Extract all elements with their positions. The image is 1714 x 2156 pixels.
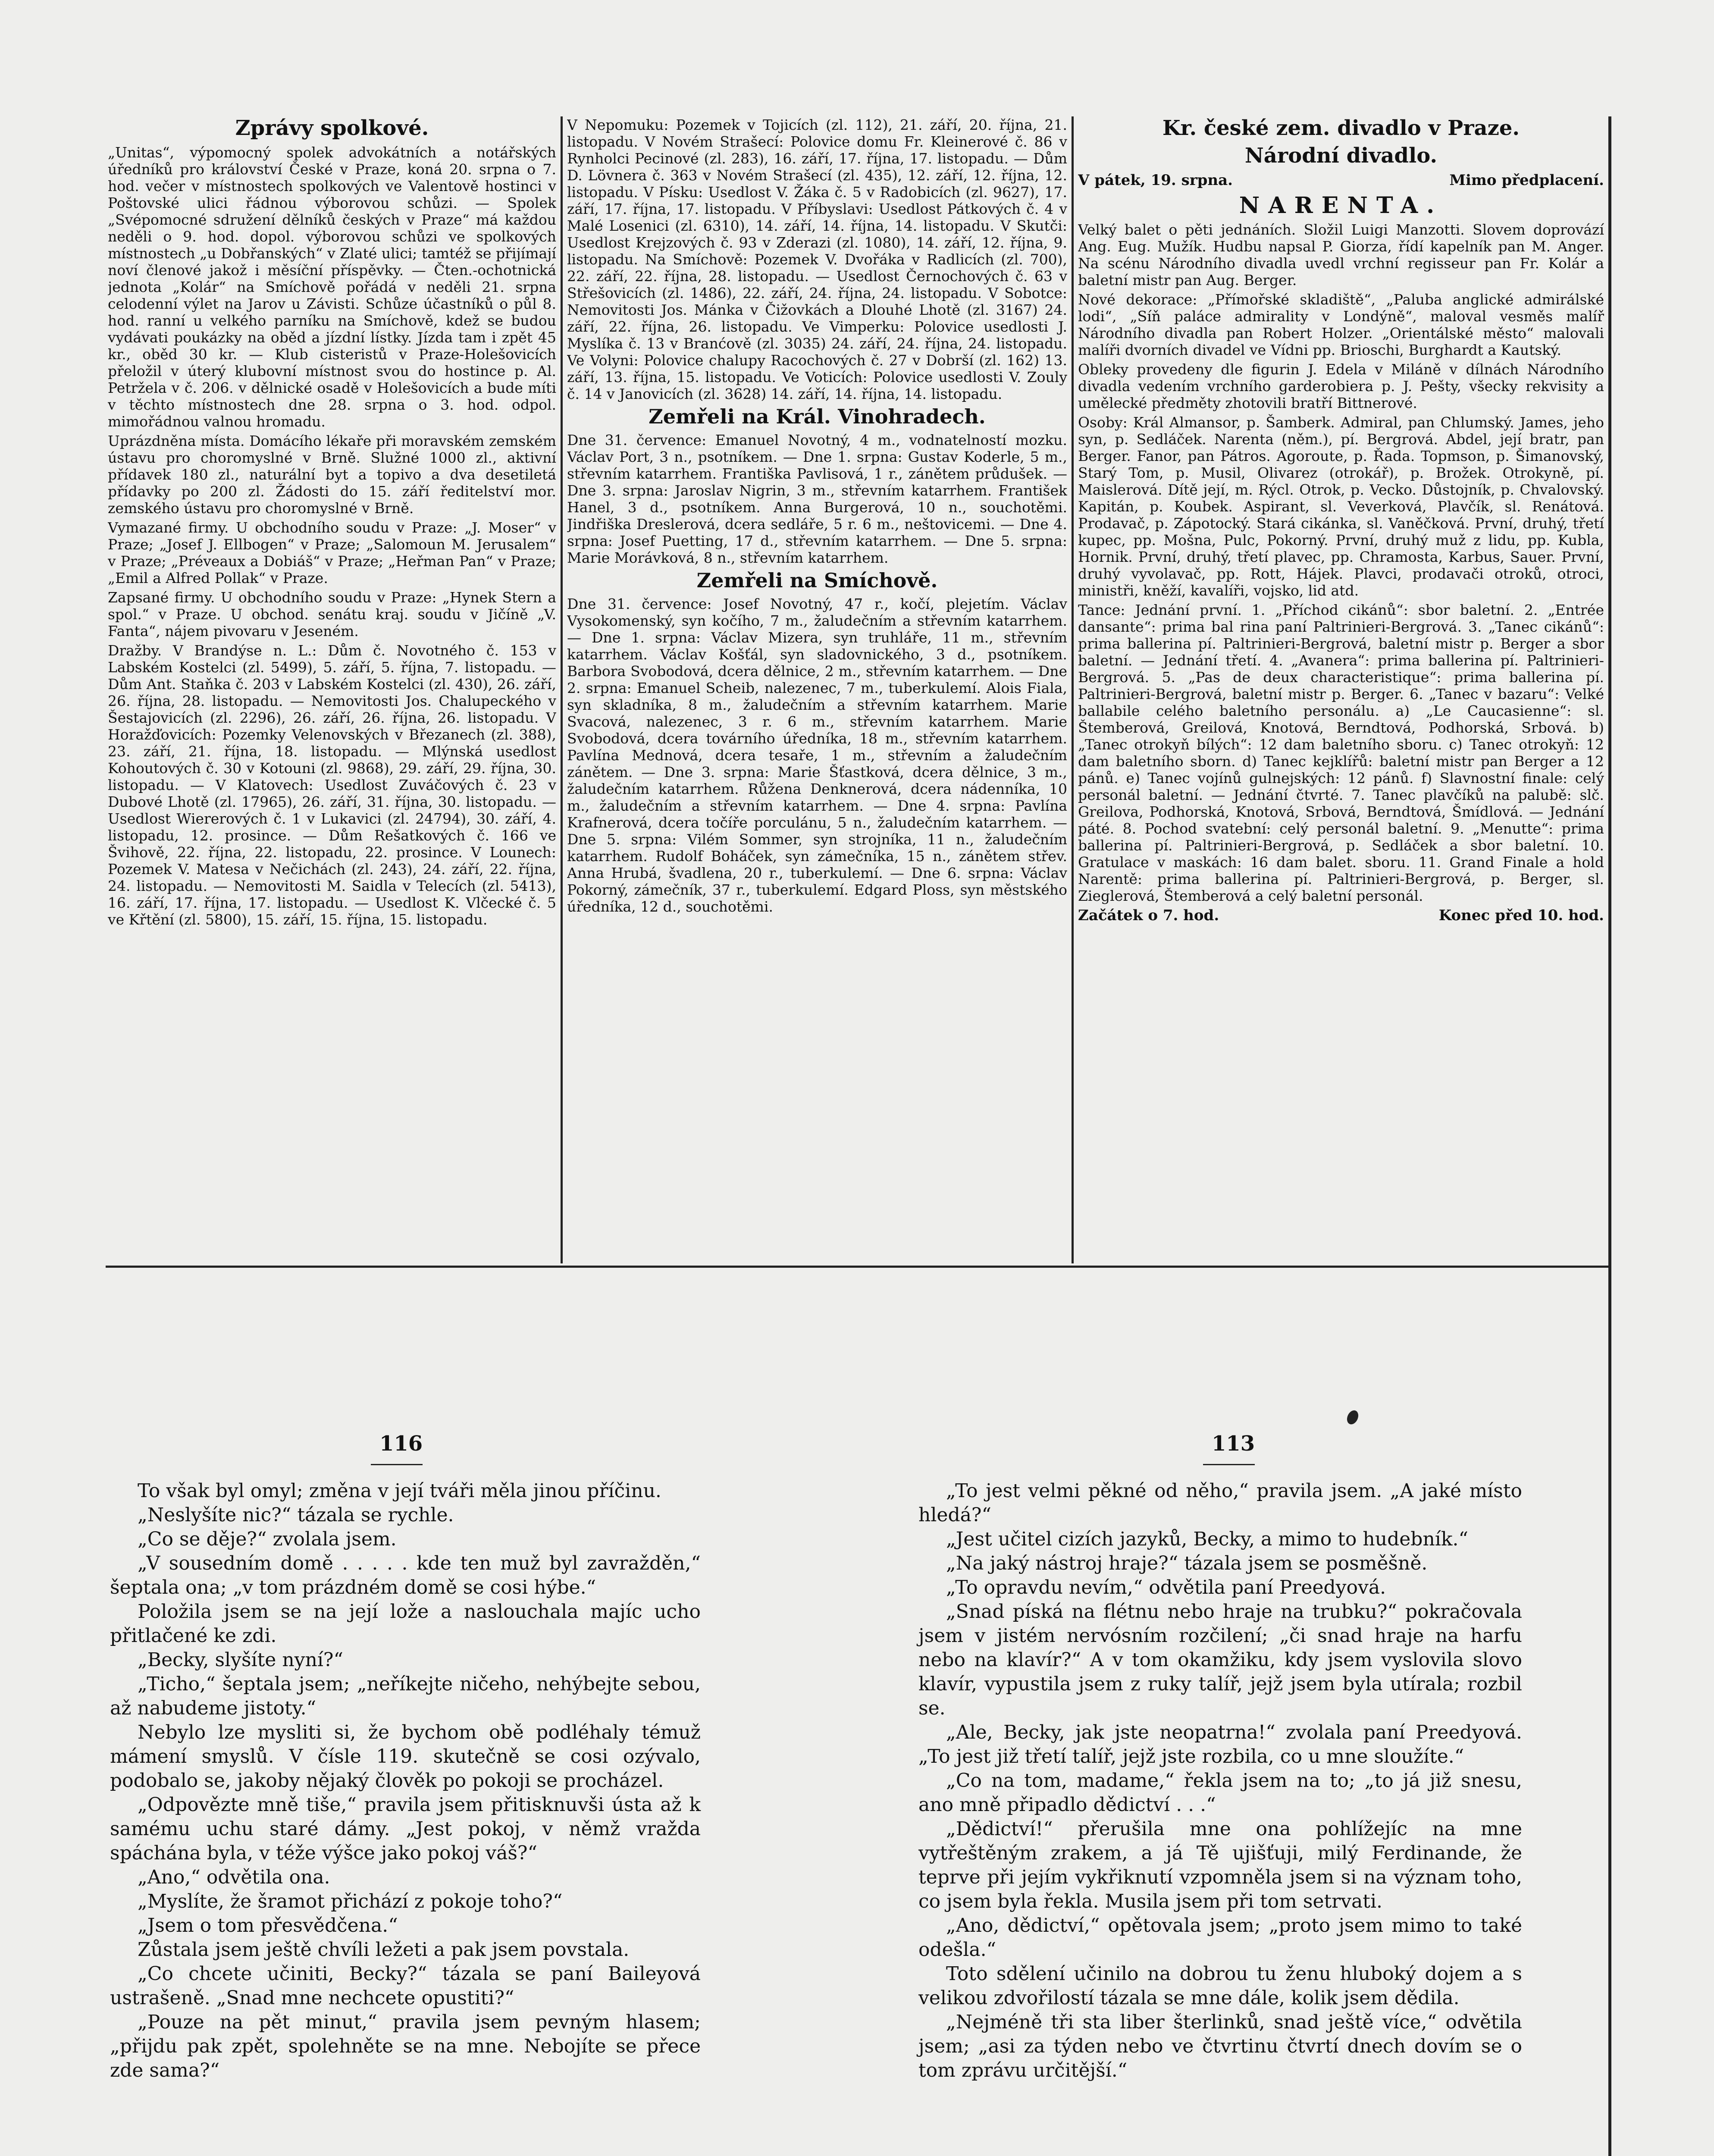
story-paragraph: „Jest učitel cizích jazyků, Becky, a mimo to hudebník.“ (946, 1528, 1469, 1550)
performance-date-row (1078, 172, 1604, 189)
story-paragraph: Položila jsem se na její lože a naslouchala majíc ucho přitlačené ke zdi. (110, 1601, 701, 1647)
article-paragraph: Uprázdněna místa. Domácího lékaře při moravském zemském ústavu pro choromyslné v Brně. Služné 1000 zl., aktivní přídavek 180 zl., naturální byt a topivo a dva desetiletá přídavky po 200 zl. Žádosti do 15. září ředitelství mor. zemského ústavu pro choromyslné v Brně. (108, 432, 556, 517)
story-paragraph: „Jsem o tom přesvědčena.“ (138, 1915, 398, 1937)
column-theatre (1078, 116, 1604, 928)
left-page-number: 116 (379, 1432, 423, 1456)
article-paragraph: Zapsané firmy. U obchodního soudu v Praze: „Hynek Stern a spol.“ v Praze. U obchod. senátu kraj. soudu v Jičíně „V. Fanta“, nájem pivovaru v Jeseném. (108, 589, 556, 639)
article-paragraph: Velký balet o pěti jednáních. Složil Luigi Manzotti. Slovem doprovází Ang. Eug. Mužík. Hudbu napsal P. Giorza, řídí kapelník pan M. Anger. Na scénu Národního divadla uvedl vrchní regisseur pan Fr. Kolár a baletní mistr pan Aug. Berger. (1078, 221, 1604, 288)
section-title: Zprávy spolkové. (235, 116, 429, 140)
ink-blot (1345, 1409, 1360, 1426)
left-story-page (110, 1479, 701, 2083)
column-rule (1072, 116, 1074, 1263)
end-time: Konec před 10. hod. (1438, 907, 1604, 924)
story-paragraph: „Co na tom, madame,“ řekla jsem na to; „to já již snesu, ano mně připadlo dědictví . . .“ (918, 1770, 1522, 1816)
article-paragraph: Nové dekorace: „Přímořské skladiště“, „Paluba anglické admirálské lodi“, „Síň paláce admirality v Londýně“, maloval vesměs malíř Národního divadla pan Robert Holzer. „Orientálské město“ malovali malíři dvorních divadel ve Vídni pp. Brioschi, Burghardt a Kautský. (1078, 291, 1604, 358)
article-paragraph: Obleky provedeny dle figurin J. Edela v Miláně v dílnách Národního divadla vedením vrchního garderobiera p. J. Pešty, všecky rekvisity a umělecké předměty zhotovili bratří Bittnerové. (1078, 361, 1604, 411)
page-edge-rule (1608, 116, 1611, 2156)
subscription-note: Mimo předplacení. (1449, 172, 1604, 189)
story-paragraph: To však byl omyl; změna v její tváři měla jinou příčinu. (138, 1480, 661, 1502)
story-paragraph: „Ano, dědictví,“ opětovala jsem; „proto jsem mimo to také odešla.“ (918, 1915, 1522, 1961)
story-paragraph: „Ano,“ odvětila ona. (138, 1866, 330, 1888)
section-title: Zemřeli na Král. Vinohradech. (649, 405, 986, 428)
story-paragraph: „Ticho,“ šeptala jsem; „neříkejte ničeho, nehýbejte sebou, až nabudeme jistoty.“ (110, 1673, 701, 1719)
story-paragraph: „Snad píská na flétnu nebo hraje na trubku?“ pokračovala jsem v jistém nervósním rozčilení; „či snad hraje na harfu nebo na klavír?“ A v tom okamžiku, kdy jsem vyslovila slovo klavír, vypustila jsem z ruky talíř, jejž jsem byla utírala; rozbil se. (918, 1601, 1522, 1719)
article-paragraph: Osoby: Král Almansor, p. Šamberk. Admiral, pan Chlumský. James, jeho syn, p. Sedláček. Narenta (něm.), pí. Bergrová. Abdel, její bratr, pan Berger. Fanor, pan Pátros. Agoroute, p. Řada. Topmson, p. Šimanovský, Starý Tom, p. Musil, Olivarez (otrokář), p. Brožek. Otrokyně, pí. Maislerová. Dítě její, m. Rýcl. Otrok, p. Vecko. Důstojník, p. Chvalovský. Kapitán, p. Koubek. Aspirant, sl. Veverková, Plavčík, sl. Renátová. Prodavač, p. Zápotocký. Stará cikánka, sl. Vaněčková. První, druhý, třetí kupec, pp. Mošna, Pulc, Pokorný. První, druhý muž z lidu, pp. Kubla, Hornik. První, druhý, třetí plavec, pp. Chramosta, Karbus, Sauer. První, druhý vyvolavač, pp. Rott, Hájek. Plavci, prodavači otroků, otroci, ministři, kněží, kavalíři, vojsko, lid atd. (1078, 414, 1604, 599)
theatre-subtitle: Národní divadlo. (1244, 144, 1438, 168)
story-paragraph: „To opravdu nevím,“ odvětila paní Preedyová. (946, 1576, 1386, 1598)
theatre-title: Kr. české zem. divadlo v Praze. (1162, 116, 1520, 140)
folio-rule (371, 1464, 423, 1465)
right-story-page (918, 1479, 1522, 2083)
article-paragraph: V Nepomuku: Pozemek v Tojicích (zl. 112), 21. září, 20. října, 21. listopadu. V Novém Strašecí: Polovice domu Fr. Kleinerové č. 86 v Rynholci Pecinové (zl. 283), 16. září, 17. října, 17. listopadu. — Dům D. Lövnera č. 363 v Novém Strašecí (zl. 435), 12. září, 12. října, 12. listopadu. V Písku: Usedlost V. Žáka č. 5 v Radobicích (zl. 9627), 17. září, 17. října, 17. listopadu. V Příbyslavi: Usedlost Pátkových č. 4 v Malé Losenici (zl. 6310), 14. září, 14. října, 14. listopadu. V Skutči: Usedlost Krejzových č. 93 v Zderazi (zl. 1080), 14. září, 12. října, 9. listopadu. Na Smíchově: Pozemek V. Dvořáka v Radlicích (zl. 700), 22. září, 22. října, 28. listopadu. — Usedlost Černochových č. 63 v Střešovicích (zl. 1486), 22. září, 24. října, 24. listopadu. V Sobotce: Nemovitosti Jos. Mánka v Čižovkách a Dlouhé Lhotě (zl. 3167) 24. září, 22. října, 26. listopadu. Ve Vimperku: Polovice usedlosti J. Myslíka č. 13 v Branćově (zl. 3035) 24. září, 24. října, 24. listopadu. Ve Volyni: Polovice chalupy Racochových č. 27 v Dobrší (zl. 162) 13. září, 13. října, 15. listopadu. Ve Voticích: Polovice usedlosti V. Zouly č. 14 v Janovicích (zl. 3628) 14. září, 14. října, 14. listopadu. (567, 116, 1067, 402)
story-paragraph: Toto sdělení učinilo na dobrou tu ženu hluboký dojem a s velikou zdvořilostí tázala se mne dále, kolik jsem dědila. (918, 1963, 1522, 2009)
story-paragraph: „V sousedním domě . . . . . kde ten muž byl zavražděn,“ šeptala ona; „v tom prázdném domě se cosi hýbe.“ (110, 1552, 701, 1598)
article-paragraph: Vymazané firmy. U obchodního soudu v Praze: „J. Moser“ v Praze; „Josef J. Ellbogen“ v Praze; „Salomoun M. Jerusalem“ v Praze; „Préveaux a Dobiáš“ v Praze; „Heřman Pan“ v Praze; „Emil a Alfred Pollak“ v Praze. (108, 519, 556, 586)
story-paragraph: „Neslyšíte nic?“ tázala se rychle. (138, 1504, 454, 1526)
article-paragraph: Tance: Jednání první. 1. „Příchod cikánů“: sbor baletní. 2. „Entrée dansante“: prima bal rina paní Paltrinieri-Bergrová. 3. „Tanec cikánů“: prima ballerina pí. Paltrinieri-Bergrová, baletní mistr p. Berger a sbor baletní. — Jednání třetí. 4. „Avanera“: prima ballerina pí. Paltrinieri-Bergrová. 5. „Pas de deux characteristique“: prima ballerina pí. Paltrinieri-Bergrová, baletní mistr p. Berger. 6. „Tanec v bazaru“: Velké ballabile celého baletního personálu. a) „Le Caucasienne“: sl. Štemberová, Greilová, Knotová, Berndtová, Podhorská, Srbová. b) „Tanec otrokyň bílých“: 12 dam baletního sboru. c) Tanec otrokyň: 12 dam baletního sborn. d) Tanec kejklířů: baletní mistr pan Berger a 12 pánů. e) Tanec vojínů gulnejských: 12 pánů. f) Slavnostní finale: celý personál baletní. — Jednání čtvrté. 7. Tanec plavčíků na palubě: slč. Greilova, Podhorská, Knotová, Srbová, Berndtová, Šmídlová. — Jednání páté. 8. Pochod svatební: celý personál baletní. 9. „Menutte“: prima ballerina pí. Paltrinieri-Bergrová, p. Sedláček a sbor baletní. 10. Gratulace v maskách: 16 dam balet. sboru. 11. Grand Finale a hold Narentě: prima ballerina pí. Paltrinieri-Bergrová, p. Berger, sl. Zieglerová, Štemberová a celý baletní personál. (1078, 602, 1604, 904)
section-rule (106, 1266, 1608, 1268)
story-paragraph: „Pouze na pět minut,“ pravila jsem pevným hlasem; „přijdu pak zpět, spolehněte se na mne. Nebojíte se přece zde sama?“ (110, 2011, 701, 2081)
performance-date: V pátek, 19. srpna. (1078, 172, 1233, 189)
story-paragraph: „To jest velmi pěkné od něho,“ pravila jsem. „A jaké místo hledá?“ (918, 1480, 1522, 1526)
article-paragraph: Dražby. V Brandýse n. L.: Dům č. Novotného č. 153 v Labském Kostelci (zl. 5499), 5. září, 5. října, 7. listopadu. — Dům Ant. Staňka č. 203 v Labském Kostelci (zl. 430), 26. září, 26. října, 28. listopadu. — Nemovitosti Jos. Chalupeckého v Šestajovicích (zl. 2296), 26. září, 26. října, 26. listopadu. V Horažďovicích: Pozemky Velenovských v Březanech (zl. 388), 23. září, 21. října, 18. listopadu. — Mlýnská usedlost Kohoutových č. 30 v Kotouni (zl. 9868), 29. září, 29. října, 30. listopadu. — V Klatovech: Usedlost Zuváčových č. 23 v Dubové Lhotě (zl. 17965), 26. září, 31. října, 30. listopadu. — Usedlost Wiererových č. 1 v Lukavici (zl. 24794), 30. září, 4. listopadu, 12. prosince. — Dům Rešatkových č. 166 ve Švihově, 22. října, 22. listopadu, 22. prosince. V Lounech: Pozemek V. Matesa v Nečichách (zl. 243), 24. září, 22. října, 24. listopadu. — Nemovitosti M. Saidla v Telecích (zl. 5413), 16. září, 17. října, 17. listopadu. — Usedlost K. Vlčecké č. 5 ve Křtění (zl. 5800), 15. září, 15. října, 15. listopadu. (108, 642, 556, 928)
story-paragraph: „Myslíte, že šramot přichází z pokoje toho?“ (138, 1890, 563, 1912)
start-time: Začátek o 7. hod. (1078, 907, 1219, 924)
folio-rule (1203, 1464, 1255, 1465)
article-paragraph: Dne 31. července: Emanuel Novotný, 4 m., vodnatelností mozku. Václav Port, 3 n., psotníkem. — Dne 1. srpna: Gustav Koderle, 5 m., střevním katarrhem. Františka Pavlisová, 1 r., zánětem průdušek. — Dne 3. srpna: Jaroslav Nigrin, 3 m., střevním katarrhem. František Hanel, 3 d., psotníkem. Anna Burgerová, 10 n., souchotěmi. Jindřiška Dreslerová, dcera sedláře, 5 r. 6 m., neštovicemi. — Dne 4. srpna: Josef Puetting, 17 d., střevním katarrhem. — Dne 5. srpna: Marie Morávková, 8 n., střevním katarrhem. (567, 432, 1067, 566)
story-paragraph: „Becky, slyšíte nyní?“ (138, 1649, 344, 1671)
story-paragraph: „Co se děje?“ zvolala jsem. (138, 1528, 397, 1550)
article-paragraph: „Unitas“, výpomocný spolek advokátních a notářských úředníků pro království České v Praze, koná 20. srpna o 7. hod. večer v místnostech spolkových ve Valentově hostinci v Poštovské ulici řádnou výborovou schůzi. — Spolek „Svépomocné sdružení dělníků českých v Praze“ má každou neděli o 9. hod. dopol. výborovou schůzi ve spolkových místnostech „u Dobřanských“ v Zlaté ulici; tamtéž se přijímají noví členové jakož i měsíční příspěvky. — Čten.-ochotnická jednota „Kolár“ na Smíchově pořádá v neděli 21. srpna celodenní výlet na Jarov u Závisti. Schůze účastníků o půl 8. hod. ranní u velkého parníku na Smíchově, kdež se budou vydávati poukázky na oběd a jízdní lístky. Jízda tam i zpět 45 kr., oběd 30 kr. — Klub cisteristů v Praze-Holešovicích přeložil v úterý klubovní místnost svou do hostince p. Al. Petržela v č. 206. v dělnické osadě v Holešovicích a bude míti v těchto místnostech dne 28. srpna o 3. hod. odpol. mimořádnou valnou hromadu. (108, 144, 556, 430)
story-paragraph: „Ale, Becky, jak jste neopatrna!“ zvolala paní Preedyová. „To jest již třetí talíř, jejž jste rozbila, co u mne sloužíte.“ (918, 1721, 1522, 1767)
column-society-news (108, 116, 556, 931)
story-paragraph: „Na jaký nástroj hraje?“ tázala jsem se posměšně. (946, 1552, 1428, 1574)
story-paragraph: Nebylo lze mysliti si, že bychom obě podléhaly témuž mámení smyslů. V čísle 119. skutečně se cosi ozývalo, podobalo se, jakoby nějaký člověk po pokoji se procházel. (110, 1721, 701, 1792)
times-row (1078, 907, 1604, 924)
column-auctions-deaths (567, 116, 1067, 918)
column-rule (561, 116, 563, 1263)
story-paragraph: „Co chcete učiniti, Becky?“ tázala se paní Baileyová ustrašeně. „Snad mne nechcete opustiti?“ (110, 1963, 701, 2009)
play-title: NARENTA. (1239, 192, 1443, 219)
story-paragraph: „Dědictví!“ přerušila mne ona pohlížejíc na mne vytřeštěným zrakem, a já Tě ujišťuji, milý Ferdinande, že teprve při jejím vykřiknutí vzpomněla jsem si na význam toho, co jsem byla řekla. Musila jsem při tom setrvati. (918, 1818, 1522, 1912)
story-paragraph: „Nejméně tři sta liber šterlinků, snad ještě více,“ odvětila jsem; „asi za týden nebo ve čtvrtinu čtvrtí dnech dovím se o tom zprávu určitější.“ (918, 2011, 1522, 2081)
story-paragraph: „Odpovězte mně tiše,“ pravila jsem přitisknuvši ústa až k samému uchu staré dámy. „Jest pokoj, v němž vražda spáchána byla, v téže výšce jako pokoj váš?“ (110, 1794, 701, 1864)
section-title: Zemřeli na Smíchově. (696, 569, 938, 592)
right-page-number: 113 (1212, 1432, 1255, 1456)
story-paragraph: Zůstala jsem ještě chvíli ležeti a pak jsem povstala. (138, 1939, 630, 1961)
article-paragraph: Dne 31. července: Josef Novotný, 47 r., kočí, plejetím. Václav Vysokomenský, syn kočího, 7 m., žaludečním a střevním katarrhem. — Dne 1. srpna: Václav Mizera, syn truhláře, 11 m., střevním katarrhem. Václav Košťál, syn sladovnického, 3 d., psotníkem. Barbora Svobodová, dcera dělnice, 2 m., střevním katarrhem. — Dne 2. srpna: Emanuel Scheib, nalezenec, 7 m., tuberkulemí. Alois Fiala, syn skladníka, 8 m., žaludečním a střevním katarrhem. Marie Svacová, nalezenec, 3 r. 6 m., střevním katarrhem. Marie Svobodová, dcera továrního úředníka, 18 m., střevním katarrhem. Pavlína Mednová, dcera tesaře, 1 m., střevním a žaludečním zánětem. — Dne 3. srpna: Marie Šťastková, dcera dělnice, 3 m., žaludečním katarrhem. Růžena Denknerová, dcera nádenníka, 10 m., žaludečním a střevním katarrhem. — Dne 4. srpna: Pavlína Krafnerová, dcera točíře porculánu, 5 n., žaludečním katarrhem. — Dne 5. srpna: Vilém Sommer, syn strojníka, 11 n., žaludečním katarrhem. Rudolf Boháček, syn zámečníka, 15 n., zánětem střev. Anna Hrubá, švadlena, 20 r., tuberkulemí. — Dne 6. srpna: Václav Pokorný, zámečník, 37 r., tuberkulemí. Edgard Ploss, syn městského úředníka, 12 d., souchotěmi. (567, 595, 1067, 915)
